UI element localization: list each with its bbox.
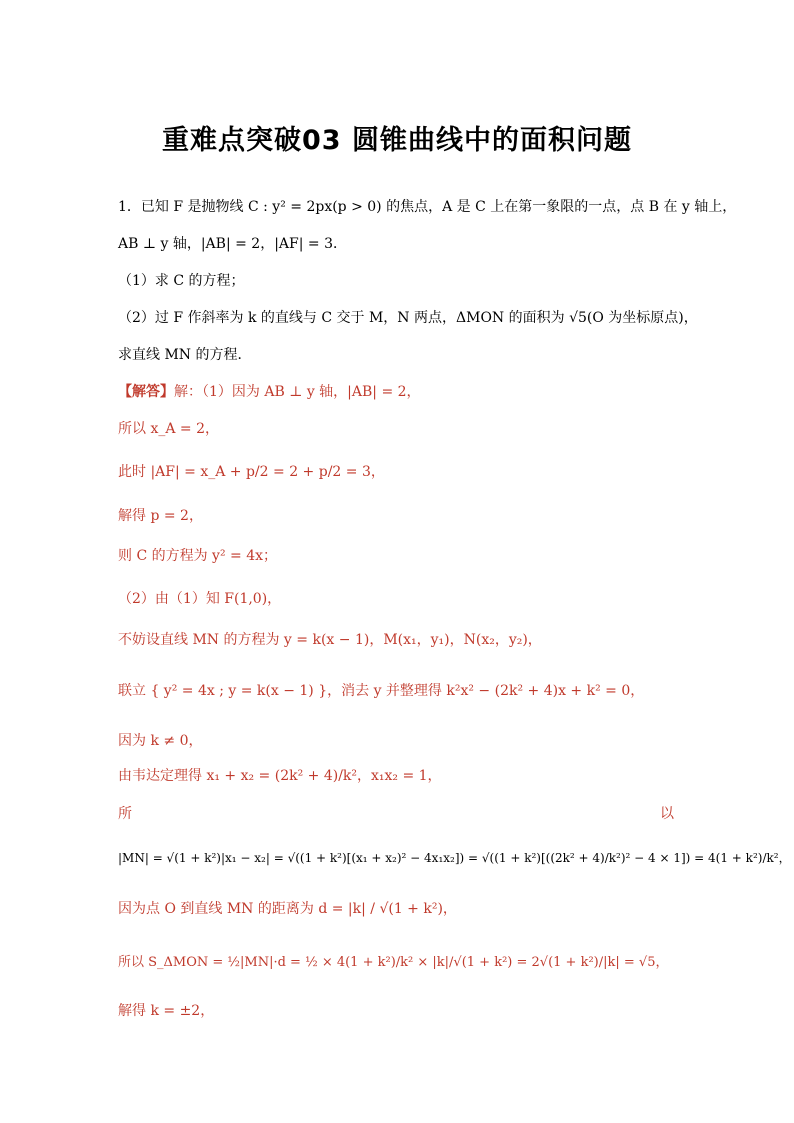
solution-step-2: 所以 x_A = 2，: [118, 421, 219, 437]
answer-tag: 【解答】: [118, 384, 174, 400]
solution-step-10: 由韦达定理得 x₁ + x₂ = (2k² + 4)/k²，x₁x₂ = 1，: [118, 768, 442, 784]
solution-step-12: |MN| = √(1 + k²)|x₁ − x₂| = √((1 + k²)[(x₁ + x₂)² − 4x₁x₂]) = √((1 + k²)[((2k² + 4)/k²)² − 4 × 1]) = 4(1 + k²)/k²，: [118, 851, 791, 865]
solution-step-14: 所以 S_ΔMON = ½|MN|·d = ½ × 4(1 + k²)/k² × |k|/√(1 + k²) = 2√(1 + k²)/|k| = √5，: [118, 955, 669, 970]
solution-step-7: 不妨设直线 MN 的方程为 y = k(x − 1)，M(x₁，y₁)，N(x₂，y₂)，: [118, 632, 542, 648]
problem-part-1: （1）求 C 的方程；: [118, 273, 245, 289]
solution-step-6: （2）由（1）知 F(1,0)，: [118, 591, 282, 607]
solution-step-15: 解得 k = ±2，: [118, 1003, 215, 1019]
solution-step-4: 解得 p = 2，: [118, 508, 203, 524]
solution-step-5: 则 C 的方程为 y² = 4x；: [118, 548, 278, 564]
solution-line-1: [118, 381, 421, 403]
problem-line-1: 1．已知 F 是抛物线 C : y² = 2px(p > 0) 的焦点，A 是 C 上在第一象限的一点，点 B 在 y 轴上，: [118, 199, 737, 215]
solution-step-13: 因为点 O 到直线 MN 的距离为 d = |k| / √(1 + k²)，: [118, 901, 457, 917]
solution-step-3: 此时 |AF| = x_A + p/2 = 2 + p/2 = 3，: [118, 464, 385, 480]
solution-step-1: 解：（1）因为 AB ⊥ y 轴，|AB| = 2，: [174, 384, 421, 400]
problem-part-2b: 求直线 MN 的方程．: [118, 347, 252, 363]
solution-step-11-right: 以: [660, 806, 674, 822]
solution-step-8: 联立 { y² = 4x ; y = k(x − 1) }，消去 y 并整理得 k²x² − (2k² + 4)x + k² = 0，: [118, 683, 645, 699]
problem-part-2a: （2）过 F 作斜率为 k 的直线与 C 交于 M，N 两点，ΔMON 的面积为 √5(O 为坐标原点)，: [118, 310, 698, 326]
problem-line-2: AB ⊥ y 轴，|AB| = 2，|AF| = 3．: [118, 236, 347, 252]
solution-step-11-left: 所: [118, 806, 132, 822]
page-title: 重难点突破03 圆锥曲线中的面积问题: [162, 125, 632, 156]
solution-step-9: 因为 k ≠ 0，: [118, 733, 203, 749]
